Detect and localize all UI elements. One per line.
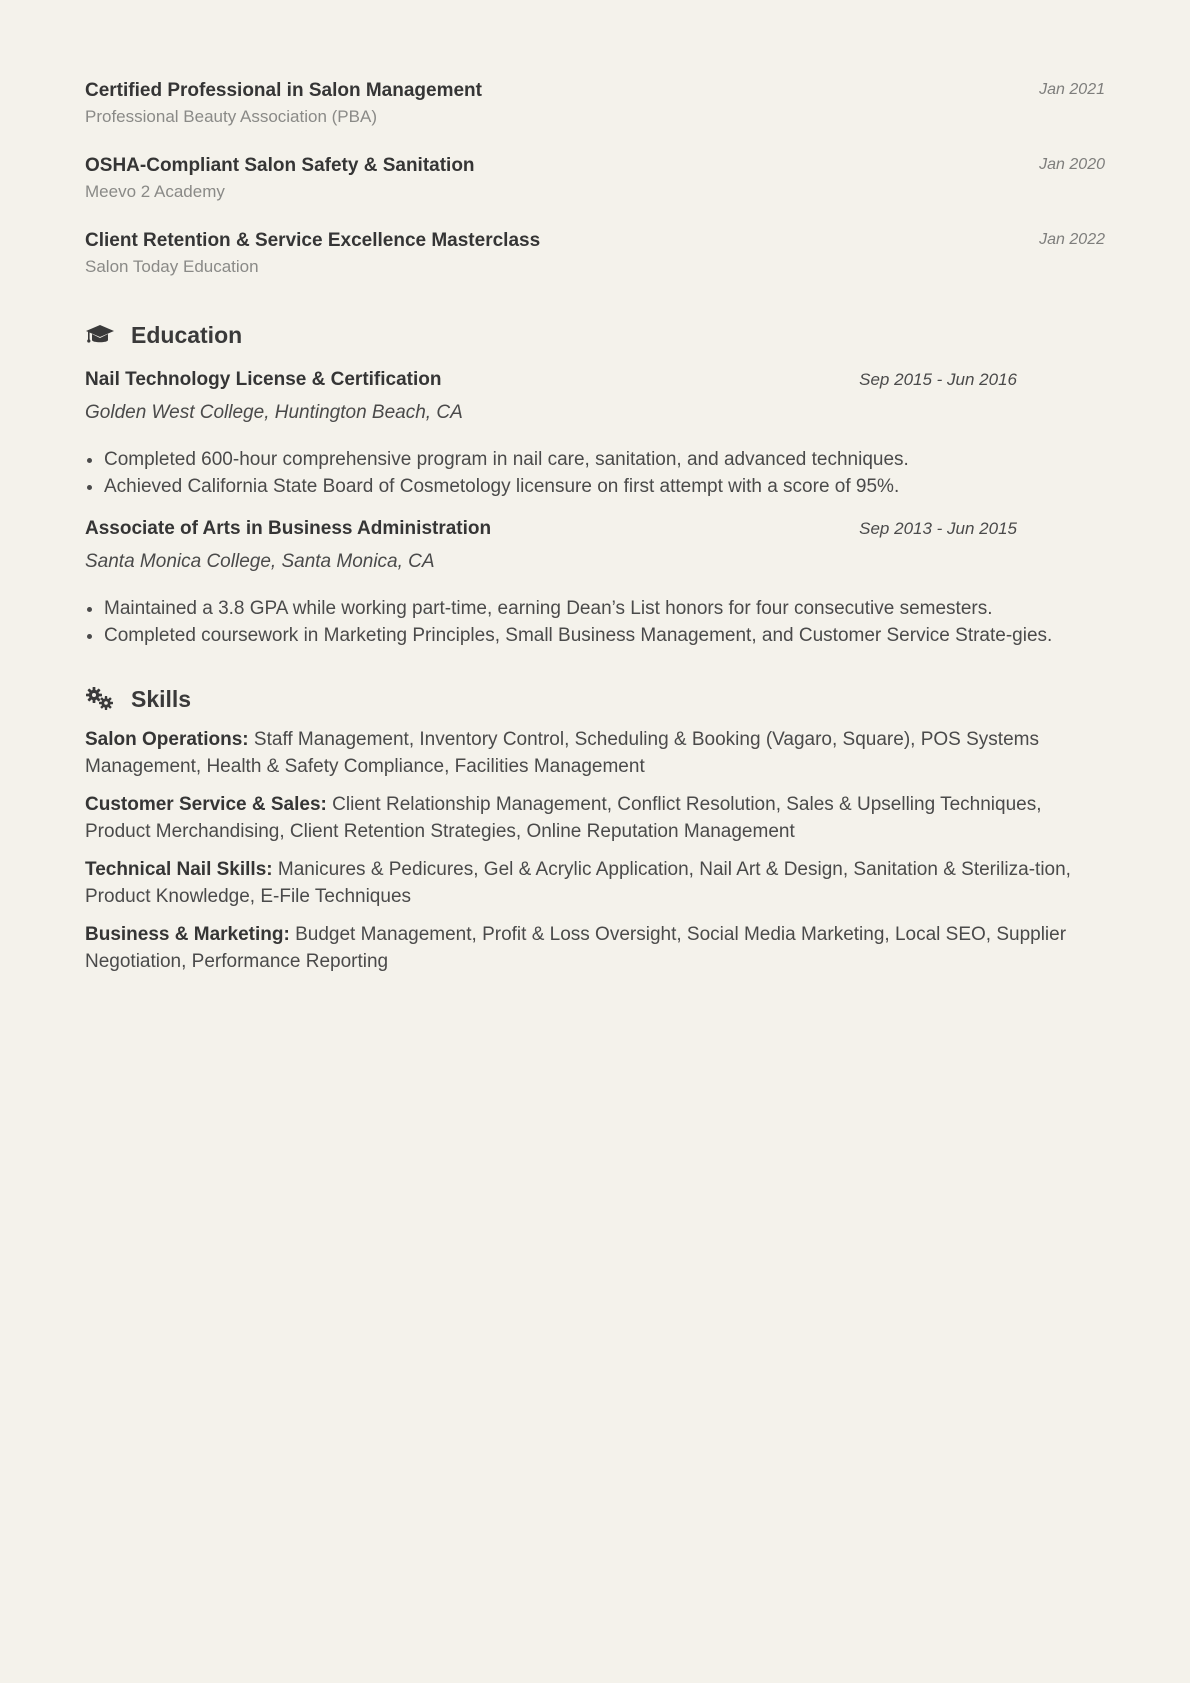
education-entry — [85, 516, 1105, 649]
education-entry-header — [85, 516, 1017, 542]
education-bullets — [85, 595, 1105, 649]
skill-group-label: Customer Service & Sales: — [85, 794, 327, 815]
graduation-cap-icon — [85, 320, 115, 350]
skill-group-text: Staff Management, Inventory Control, Scheduling & Booking (Vagaro, Square), POS Systems Management, Health & Safety Compliance, Facilities Management — [85, 729, 1039, 777]
education-bullets — [85, 446, 1105, 500]
certification-name: OSHA-Compliant Salon Safety & Sanitation — [85, 155, 475, 176]
education-dates: Sep 2015 - Jun 2016 — [859, 370, 1017, 389]
skill-group-label: Technical Nail Skills: — [85, 859, 273, 880]
skill-group-label: Salon Operations: — [85, 729, 249, 750]
certification-item — [85, 228, 1105, 279]
certification-issuer: Salon Today Education — [85, 257, 259, 276]
education-school: Santa Monica College, Santa Monica, CA — [85, 551, 435, 572]
education-degree: Nail Technology License & Certification — [85, 369, 442, 390]
certification-name: Certified Professional in Salon Management — [85, 80, 482, 101]
skill-group — [85, 921, 1105, 975]
section-title: Education — [131, 321, 243, 348]
certification-item — [85, 153, 1105, 204]
skill-group-text: Budget Management, Profit & Loss Oversight, Social Media Marketing, Local SEO, Supplier Negotiation, Performance Reporting — [85, 924, 1067, 972]
skill-group — [85, 791, 1105, 845]
education-school: Golden West College, Huntington Beach, CA — [85, 402, 463, 423]
education-section — [85, 319, 1105, 649]
education-entry-header — [85, 367, 1017, 393]
certification-text — [85, 228, 540, 279]
certification-issuer: Professional Beauty Association (PBA) — [85, 107, 377, 126]
certification-date: Jan 2021 — [1039, 81, 1105, 98]
skill-group-text: Manicures & Pedicures, Gel & Acrylic Application, Nail Art & Design, Sanitation & Steriliza-tion, Product Knowledge, E-File Techniques — [85, 859, 1071, 907]
skill-group-text: Client Relationship Management, Conflict Resolution, Sales & Upselling Techniques, Product Merchandising, Client Retention Strategies, Online Reputation Management — [85, 794, 1042, 842]
certification-name: Client Retention & Service Excellence Masterclass — [85, 230, 541, 251]
certifications-list — [85, 0, 1105, 279]
section-title: Skills — [131, 685, 192, 712]
education-entry — [85, 367, 1105, 500]
certification-date: Jan 2022 — [1039, 231, 1105, 248]
skills-heading — [85, 683, 1105, 715]
certification-date: Jan 2020 — [1039, 156, 1105, 173]
skill-group — [85, 856, 1105, 910]
education-degree: Associate of Arts in Business Administration — [85, 518, 492, 539]
certification-issuer: Meevo 2 Academy — [85, 182, 225, 201]
education-dates: Sep 2013 - Jun 2015 — [859, 519, 1017, 538]
list-item: • Completed coursework in Marketing Principles, Small Business Management, and Customer Service Strate-gies. — [104, 622, 1105, 649]
certification-item — [85, 78, 1105, 129]
skill-group-label: Business & Marketing: — [85, 924, 290, 945]
skill-group — [85, 726, 1105, 780]
certification-text — [85, 153, 475, 204]
skills-section — [85, 683, 1105, 975]
list-item: • Maintained a 3.8 GPA while working part-time, earning Dean’s List honors for four consecutive semesters. — [104, 595, 1105, 622]
list-item: • Achieved California State Board of Cosmetology licensure on first attempt with a score of 95%. — [104, 473, 1105, 500]
gears-icon — [85, 684, 115, 714]
certification-text — [85, 78, 482, 129]
list-item: • Completed 600-hour comprehensive program in nail care, sanitation, and advanced techniques. — [104, 446, 1105, 473]
education-heading — [85, 319, 1105, 351]
